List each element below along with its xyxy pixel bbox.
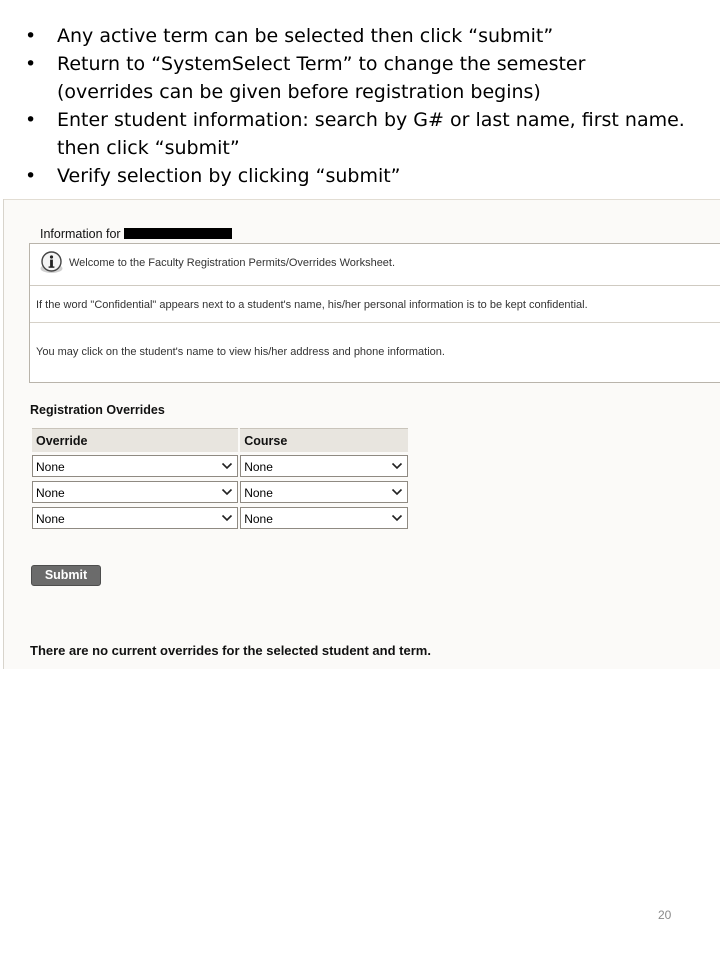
welcome-row	[30, 244, 720, 286]
column-header-course: Course	[240, 428, 408, 452]
course-select[interactable]: None	[240, 481, 408, 503]
divider	[4, 199, 720, 200]
confidential-message: If the word "Confidential" appears next to a student's name, his/her personal information is to be kept confidential.	[36, 299, 588, 311]
bullet-item: • Enter student information: search by G# or last name, first name. then click “submit”	[25, 106, 715, 162]
chevron-down-icon	[391, 486, 403, 498]
bullet-text: Enter student information: search by G# or last name, first name.	[57, 109, 685, 131]
bullet-text: Verify selection by clicking “submit”	[57, 165, 401, 187]
table-row	[32, 480, 408, 504]
no-overrides-message: There are no current overrides for the selected student and term.	[30, 643, 431, 658]
info-title: Information for	[40, 227, 232, 241]
submit-button[interactable]: Submit	[31, 565, 101, 586]
redacted-student-name	[124, 228, 232, 239]
course-select[interactable]: None	[240, 507, 408, 529]
divider	[30, 322, 720, 323]
table-row	[32, 454, 408, 478]
chevron-down-icon	[391, 512, 403, 524]
registration-overrides-title: Registration Overrides	[30, 403, 165, 417]
override-select[interactable]: None	[32, 507, 238, 529]
page-number: 20	[658, 908, 672, 922]
bullet-item: • Verify selection by clicking “submit”	[25, 165, 401, 187]
override-select[interactable]: None	[32, 455, 238, 477]
chevron-down-icon	[221, 512, 233, 524]
chevron-down-icon	[221, 460, 233, 472]
instruction-list	[25, 22, 715, 190]
overrides-table	[30, 426, 410, 532]
chevron-down-icon	[391, 460, 403, 472]
bullet-text: Any active term can be selected then click “submit”	[57, 25, 554, 47]
course-select[interactable]: None	[240, 455, 408, 477]
override-select[interactable]: None	[32, 481, 238, 503]
bullet-item: • Return to “SystemSelect Term” to change the semester (overrides can be given before registration begins)	[25, 50, 715, 106]
overrides-screenshot	[3, 199, 720, 669]
bullet-text: Return to “SystemSelect Term” to change the semester	[57, 53, 586, 75]
table-row	[32, 506, 408, 530]
info-box	[29, 243, 720, 383]
address-info-message: You may click on the student's name to view his/her address and phone information.	[36, 346, 445, 358]
info-icon	[39, 251, 64, 276]
bullet-text-continued: (overrides can be given before registration begins)	[57, 81, 541, 103]
table-header-row	[32, 428, 408, 452]
bullet-item: • Any active term can be selected then click “submit”	[25, 25, 554, 47]
chevron-down-icon	[221, 486, 233, 498]
bullet-text-continued: then click “submit”	[57, 137, 240, 159]
welcome-text: Welcome to the Faculty Registration Permits/Overrides Worksheet.	[69, 257, 396, 269]
column-header-override: Override	[32, 428, 238, 452]
